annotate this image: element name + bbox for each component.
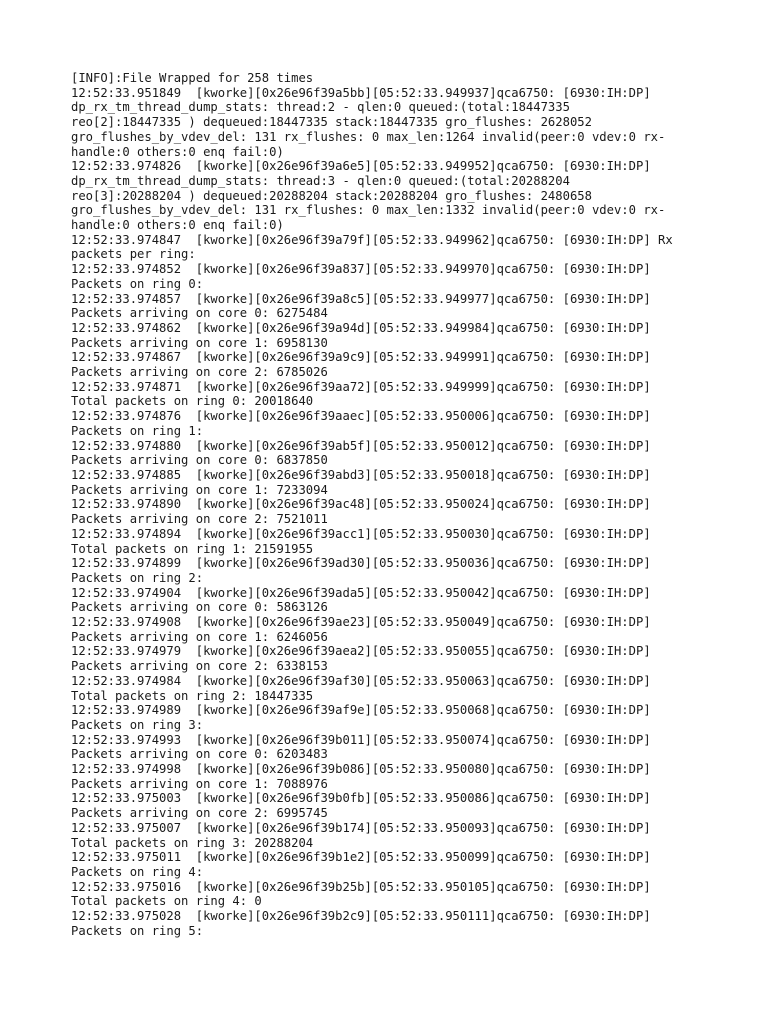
log-line: Packets arriving on core 0: 6837850 xyxy=(71,453,328,468)
log-line: gro_flushes_by_vdev_del: 131 rx_flushes: 0 max_len:1332 invalid(peer:0 vdev:0 rx- xyxy=(71,203,666,218)
log-line: Total packets on ring 4: 0 xyxy=(71,894,262,909)
log-line: 12:52:33.974857 [kworke][0x26e96f39a8c5][05:52:33.949977]qca6750: [6930:IH:DP] xyxy=(71,291,651,306)
log-line: Packets arriving on core 2: 6338153 xyxy=(71,659,328,674)
log-line: 12:52:33.975007 [kworke][0x26e96f39b174][05:52:33.950093]qca6750: [6930:IH:DP] xyxy=(71,820,651,835)
log-document xyxy=(71,71,711,938)
log-line: Packets on ring 3: xyxy=(71,717,204,732)
log-line: Packets on ring 1: xyxy=(71,423,204,438)
log-line: 12:52:33.974890 [kworke][0x26e96f39ac48][05:52:33.950024]qca6750: [6930:IH:DP] xyxy=(71,497,651,512)
log-line: Packets arriving on core 0: 6275484 xyxy=(71,306,328,321)
log-line: 12:52:33.974876 [kworke][0x26e96f39aaec][05:52:33.950006]qca6750: [6930:IH:DP] xyxy=(71,409,651,424)
log-line: Total packets on ring 3: 20288204 xyxy=(71,835,314,850)
log-line: Packets arriving on core 1: 7233094 xyxy=(71,482,328,497)
log-line: 12:52:33.974826 [kworke][0x26e96f39a6e5][05:52:33.949952]qca6750: [6930:IH:DP] xyxy=(71,159,651,174)
log-line: [INFO]:File Wrapped for 258 times xyxy=(71,71,314,85)
log-line: 12:52:33.974908 [kworke][0x26e96f39ae23][05:52:33.950049]qca6750: [6930:IH:DP] xyxy=(71,615,651,630)
log-line: 12:52:33.975011 [kworke][0x26e96f39b1e2][05:52:33.950099]qca6750: [6930:IH:DP] xyxy=(71,850,651,865)
log-line: packets per ring: xyxy=(71,247,196,262)
log-line: 12:52:33.951849 [kworke][0x26e96f39a5bb][05:52:33.949937]qca6750: [6930:IH:DP] xyxy=(71,85,651,100)
log-line: Packets arriving on core 2: 7521011 xyxy=(71,512,328,527)
log-line: Packets arriving on core 2: 6785026 xyxy=(71,365,328,380)
log-line: reo[2]:18447335 ) dequeued:18447335 stack:18447335 gro_flushes: 2628052 xyxy=(71,115,592,130)
log-line: 12:52:33.974989 [kworke][0x26e96f39af9e][05:52:33.950068]qca6750: [6930:IH:DP] xyxy=(71,703,651,718)
log-line: 12:52:33.974984 [kworke][0x26e96f39af30][05:52:33.950063]qca6750: [6930:IH:DP] xyxy=(71,673,651,688)
log-line: Packets arriving on core 1: 6958130 xyxy=(71,335,328,350)
log-line: 12:52:33.974847 [kworke][0x26e96f39a79f][05:52:33.949962]qca6750: [6930:IH:DP] Rx xyxy=(71,232,673,247)
log-line: 12:52:33.974899 [kworke][0x26e96f39ad30][05:52:33.950036]qca6750: [6930:IH:DP] xyxy=(71,556,651,571)
log-line: 12:52:33.974885 [kworke][0x26e96f39abd3][05:52:33.950018]qca6750: [6930:IH:DP] xyxy=(71,467,651,482)
log-line: 12:52:33.974871 [kworke][0x26e96f39aa72][05:52:33.949999]qca6750: [6930:IH:DP] xyxy=(71,379,651,394)
log-line: Packets arriving on core 0: 5863126 xyxy=(71,600,328,615)
log-line: reo[3]:20288204 ) dequeued:20288204 stack:20288204 gro_flushes: 2480658 xyxy=(71,188,592,203)
log-line: dp_rx_tm_thread_dump_stats: thread:2 - qlen:0 queued:(total:18447335 xyxy=(71,100,570,115)
log-line: 12:52:33.974998 [kworke][0x26e96f39b086][05:52:33.950080]qca6750: [6930:IH:DP] xyxy=(71,762,651,777)
log-line: 12:52:33.974852 [kworke][0x26e96f39a837][05:52:33.949970]qca6750: [6930:IH:DP] xyxy=(71,262,651,277)
log-line: dp_rx_tm_thread_dump_stats: thread:3 - qlen:0 queued:(total:20288204 xyxy=(71,173,570,188)
log-line: Packets arriving on core 0: 6203483 xyxy=(71,747,328,762)
log-line: 12:52:33.974904 [kworke][0x26e96f39ada5][05:52:33.950042]qca6750: [6930:IH:DP] xyxy=(71,585,651,600)
log-line: 12:52:33.974867 [kworke][0x26e96f39a9c9][05:52:33.949991]qca6750: [6930:IH:DP] xyxy=(71,350,651,365)
log-line: 12:52:33.974979 [kworke][0x26e96f39aea2][05:52:33.950055]qca6750: [6930:IH:DP] xyxy=(71,644,651,659)
log-line: handle:0 others:0 enq fail:0) xyxy=(71,218,284,233)
log-line: 12:52:33.974894 [kworke][0x26e96f39acc1][05:52:33.950030]qca6750: [6930:IH:DP] xyxy=(71,526,651,541)
log-line: gro_flushes_by_vdev_del: 131 rx_flushes: 0 max_len:1264 invalid(peer:0 vdev:0 rx- xyxy=(71,129,666,144)
log-line: 12:52:33.974862 [kworke][0x26e96f39a94d][05:52:33.949984]qca6750: [6930:IH:DP] xyxy=(71,320,651,335)
log-line: Total packets on ring 0: 20018640 xyxy=(71,394,314,409)
log-line: 12:52:33.975016 [kworke][0x26e96f39b25b][05:52:33.950105]qca6750: [6930:IH:DP] xyxy=(71,879,651,894)
log-line: Packets on ring 5: xyxy=(71,923,204,938)
log-line: Packets arriving on core 1: 7088976 xyxy=(71,776,328,791)
log-line: Packets arriving on core 2: 6995745 xyxy=(71,806,328,821)
log-line: Total packets on ring 2: 18447335 xyxy=(71,688,314,703)
log-line: 12:52:33.975003 [kworke][0x26e96f39b0fb][05:52:33.950086]qca6750: [6930:IH:DP] xyxy=(71,791,651,806)
log-line: Packets on ring 0: xyxy=(71,276,204,291)
log-line: Packets arriving on core 1: 6246056 xyxy=(71,629,328,644)
log-line: 12:52:33.974880 [kworke][0x26e96f39ab5f][05:52:33.950012]qca6750: [6930:IH:DP] xyxy=(71,438,651,453)
log-body xyxy=(71,71,711,938)
log-line: Packets on ring 4: xyxy=(71,864,204,879)
log-line: 12:52:33.974993 [kworke][0x26e96f39b011][05:52:33.950074]qca6750: [6930:IH:DP] xyxy=(71,732,651,747)
log-line: 12:52:33.975028 [kworke][0x26e96f39b2c9][05:52:33.950111]qca6750: [6930:IH:DP] xyxy=(71,909,651,924)
log-line: handle:0 others:0 enq fail:0) xyxy=(71,144,284,159)
log-line: Packets on ring 2: xyxy=(71,570,204,585)
log-line: Total packets on ring 1: 21591955 xyxy=(71,541,314,556)
